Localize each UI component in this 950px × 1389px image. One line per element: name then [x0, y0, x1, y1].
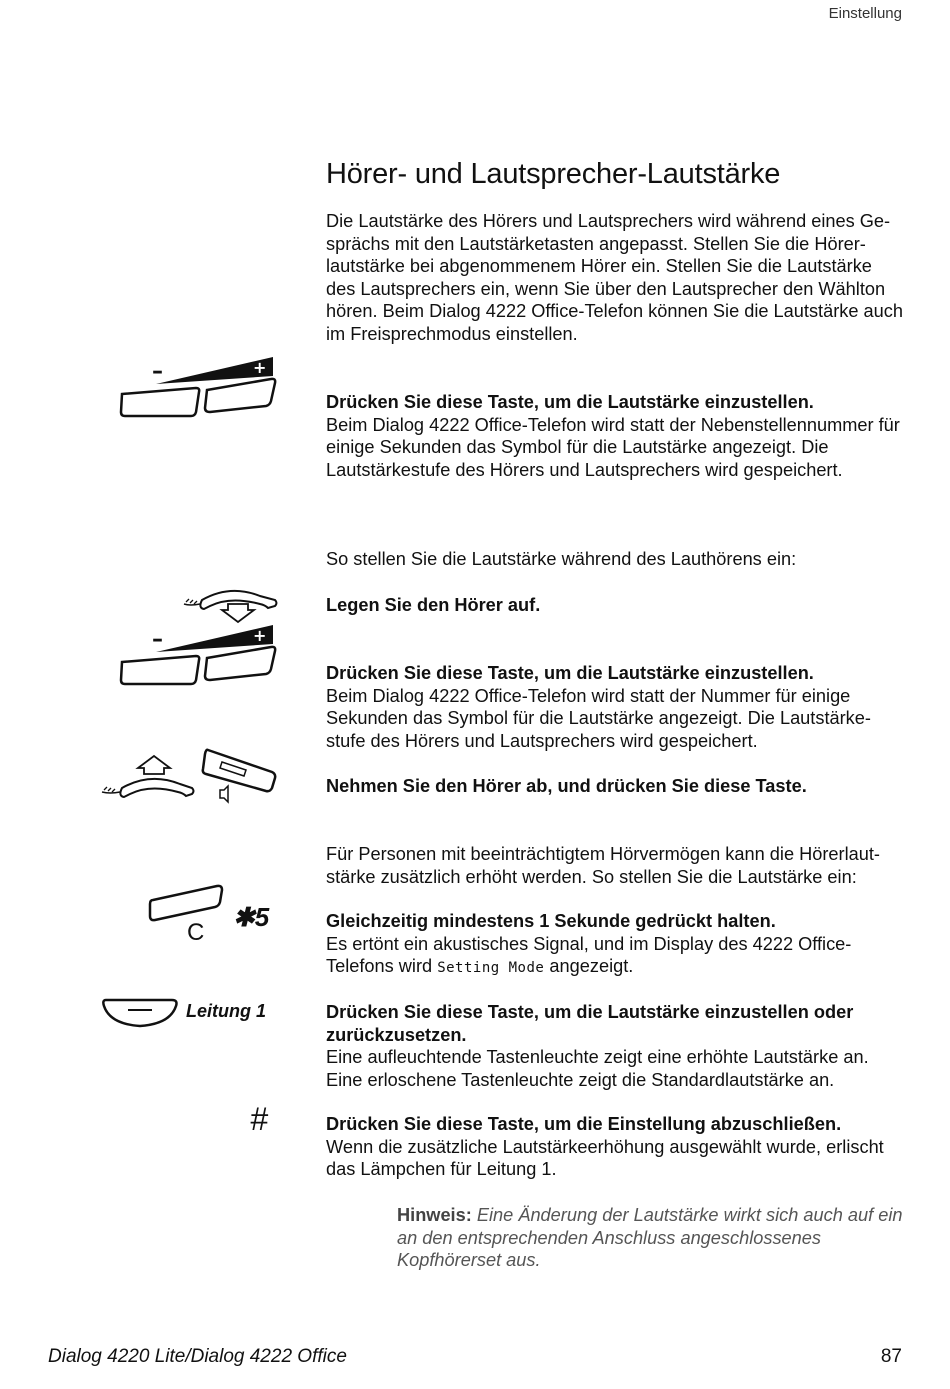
- footer-page-number: 87: [880, 1346, 902, 1367]
- line-key-icon: [100, 996, 182, 1030]
- step-3-bold: Drücken Sie diese Taste, um die Lautstärke einzustellen.: [326, 663, 814, 683]
- note-text: Eine Änderung der Lautstärke wirkt sich auch auf ein an den entsprechenden Anschluss angeschlossenes Kopfhörerset aus.: [397, 1205, 903, 1271]
- step-7-bold: Drücken Sie diese Taste, um die Einstellung abzuschließen.: [326, 1114, 842, 1134]
- step-6: [326, 1001, 906, 1091]
- step-4-bold: Nehmen Sie den Hörer ab, und drücken Sie diese Taste.: [326, 776, 807, 796]
- hearing-intro: Für Personen mit beeinträchtigtem Hörvermögen kann die Hörerlaut-stärke zusätzlich erhöht werden. So stellen Sie die Lautstärke ein:: [326, 844, 880, 887]
- step-5: [326, 910, 906, 980]
- step-5-bold: Gleichzeitig mindestens 1 Sekunde gedrückt halten.: [326, 911, 776, 931]
- intro-rest: sprächs mit den Lautstärketasten angepasst. Stellen Sie die Hörer-lautstärke bei abgenommenem Hörer ein. Stellen Sie die Lautstärke des Lautsprechers ein, wenn Sie über den Lautsprecher den Wählton hören. Beim Dialog 4222 Office-Telefon können Sie die Lautstärke auch im Freisprechmodus einstellen.: [326, 233, 903, 344]
- step-1: [326, 391, 906, 481]
- step-4: [326, 775, 906, 798]
- footer-product: Dialog 4220 Lite/Dialog 4222 Office: [48, 1346, 347, 1367]
- step-3-text: Beim Dialog 4222 Office-Telefon wird statt der Nummer für einige Sekunden das Symbol für die Lautstärke angezeigt. Die Lautstärke-stufe des Hörers und Lautsprechers wird gespeichert.: [326, 685, 871, 751]
- page-title: Hörer- und Lautsprecher-Lautstärke: [326, 158, 781, 190]
- note-box: [397, 1204, 907, 1272]
- step-5-text-b: angezeigt.: [549, 956, 634, 977]
- step-5-text-a: Es ertönt ein akustisches Signal, und im Display des 4222 Office-Telefons wird: [326, 933, 852, 977]
- monitor-intro: So stellen Sie die Lautstärke während des Lauthörens ein:: [326, 549, 797, 569]
- handset-down-icon: [180, 586, 280, 626]
- intro-paragraph: [326, 210, 906, 346]
- step-7: [326, 1113, 906, 1181]
- step-3: [326, 662, 906, 752]
- step-2-bold: Legen Sie den Hörer auf.: [326, 595, 541, 615]
- display-text-setting-mode: Setting Mode: [437, 960, 545, 977]
- star-five-label: ✱5: [233, 902, 270, 932]
- volume-minus-label: –: [152, 359, 163, 384]
- volume-keys-icon-2: [118, 622, 283, 688]
- step-6-bold: Drücken Sie diese Taste, um die Lautstärke einzustellen oder zurückzusetzen.: [326, 1002, 854, 1045]
- step-1-text: Beim Dialog 4222 Office-Telefon wird statt der Nebenstellennummer für einige Sekunden das Symbol für die Lautstärke angezeigt. Die Lautstärkestufe des Hörers und Lautsprechers wird gespeichert.: [326, 414, 900, 480]
- step-2: [326, 594, 906, 617]
- running-header: Einstellung: [828, 5, 902, 22]
- speaker-key-icon: [200, 746, 280, 806]
- hash-key-icon: #: [250, 1101, 268, 1137]
- clear-key-label: C: [187, 919, 205, 946]
- note-label: Hinweis:: [397, 1205, 472, 1225]
- volume-plus-label-2: +: [253, 626, 267, 645]
- volume-plus-label: +: [253, 358, 267, 377]
- handset-up-icon: [96, 750, 196, 800]
- step-1-bold: Drücken Sie diese Taste, um die Lautstärke einzustellen.: [326, 392, 814, 412]
- step-7-text: Wenn die zusätzliche Lautstärkeerhöhung ausgewählt wurde, erlischt das Lämpchen für Leitung 1.: [326, 1136, 884, 1180]
- volume-keys-icon: [118, 354, 283, 420]
- step-6-text: Eine aufleuchtende Tastenleuchte zeigt eine erhöhte Lautstärke an. Eine erloschene Tastenleuchte zeigt die Standardlautstärke an.: [326, 1047, 869, 1090]
- intro-line1: Die Lautstärke des Hörers und Lautsprechers wird während eines Ge-: [326, 211, 891, 231]
- clear-key-icon: [145, 882, 285, 947]
- line-1-label: Leitung 1: [186, 1001, 266, 1021]
- volume-minus-label-2: –: [152, 627, 163, 652]
